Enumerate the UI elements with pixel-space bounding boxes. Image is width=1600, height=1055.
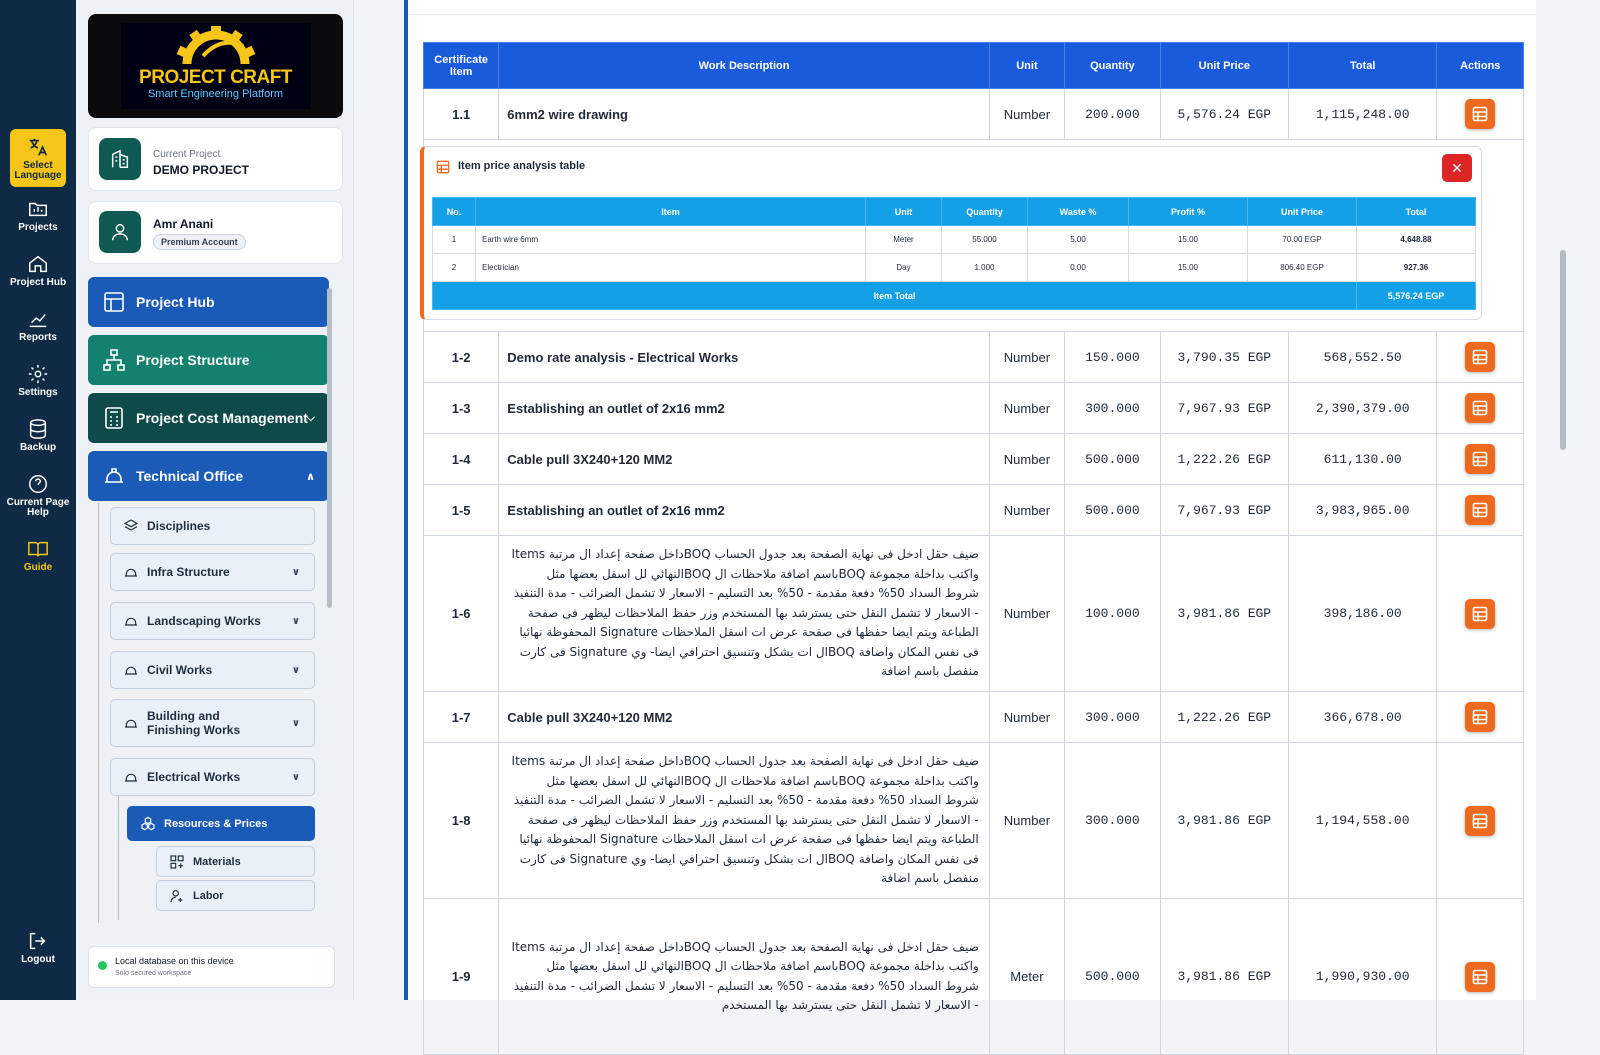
item-no: 1-2 xyxy=(424,332,499,383)
item-unit: Number xyxy=(989,89,1064,140)
rail-help-button[interactable] xyxy=(4,473,72,518)
an-total: 927.36 xyxy=(1357,254,1476,282)
panel-scrollbar[interactable] xyxy=(327,280,332,920)
an-col-total: Total xyxy=(1357,198,1476,226)
table-icon xyxy=(1472,813,1488,829)
cubes-icon xyxy=(140,816,156,832)
item-no: 1-8 xyxy=(424,743,499,899)
an-no: 1 xyxy=(433,226,476,254)
icon-rail xyxy=(0,0,76,1000)
chevron-down-icon: ∨ xyxy=(291,615,300,627)
grid-plus-icon xyxy=(169,854,185,870)
item-unit: Number xyxy=(989,536,1064,692)
an-quantity: 55.000 xyxy=(942,226,1028,254)
an-total-label: Item Total xyxy=(433,282,1357,310)
an-col-quantity: Quantity xyxy=(942,198,1028,226)
chevron-down-icon: ∨ xyxy=(291,771,300,783)
tree-civil-works[interactable] xyxy=(110,651,315,689)
database-icon xyxy=(27,418,49,440)
tree-landscaping-works[interactable] xyxy=(110,602,315,640)
item-total: 568,552.50 xyxy=(1288,332,1437,383)
item-actions xyxy=(1437,536,1524,692)
tree-label: Labor xyxy=(193,889,224,902)
an-col-profit: Profit % xyxy=(1129,198,1248,226)
item-actions xyxy=(1437,383,1524,434)
nav-label: Technical Office xyxy=(136,468,244,484)
db-title: Local database on this device xyxy=(115,956,234,966)
item-total: 366,678.00 xyxy=(1288,692,1437,743)
item-unit-price: 3,981.86 EGP xyxy=(1160,899,1288,1055)
db-subtitle: Solo secured workspace xyxy=(115,970,192,977)
gear-icon xyxy=(27,363,49,385)
item-total: 398,186.00 xyxy=(1288,536,1437,692)
table-icon xyxy=(436,160,450,174)
chart-icon xyxy=(27,308,49,330)
table-icon xyxy=(1472,606,1488,622)
boq-header-row xyxy=(424,43,1524,89)
table-row[interactable] xyxy=(424,899,1524,1055)
item-unit-price: 5,576.24 EGP xyxy=(1160,89,1288,140)
an-item: Electrician xyxy=(476,254,866,282)
nav-technical-office[interactable] xyxy=(88,451,329,501)
item-no: 1.1 xyxy=(424,89,499,140)
table-row[interactable] xyxy=(424,485,1524,536)
tree-building-finishing-works[interactable] xyxy=(110,699,315,747)
analysis-table xyxy=(432,197,1476,310)
item-unit-price: 3,981.86 EGP xyxy=(1160,536,1288,692)
tree-electrical-works[interactable] xyxy=(110,758,315,796)
rail-backup-button[interactable] xyxy=(4,418,72,453)
current-project-card[interactable] xyxy=(88,127,343,191)
item-quantity: 150.000 xyxy=(1065,332,1161,383)
an-unit-price: 70.00 EGP xyxy=(1248,226,1357,254)
rail-label: Guide xyxy=(23,562,53,573)
table-row[interactable] xyxy=(424,332,1524,383)
brand-title: PROJECT CRAFT xyxy=(139,67,292,88)
item-description: Demo rate analysis - Electrical Works xyxy=(499,332,989,383)
rail-label: Settings xyxy=(18,387,58,398)
user-name: Amr Anani xyxy=(153,217,214,231)
an-unit-price: 806.40 EGP xyxy=(1248,254,1357,282)
item-description: 6mm2 wire drawing xyxy=(499,89,989,140)
analysis-row xyxy=(433,226,1476,254)
rail-settings-button[interactable] xyxy=(4,363,72,398)
item-total: 1,990,930.00 xyxy=(1288,899,1437,1055)
helmet-icon xyxy=(123,769,139,785)
chevron-up-icon: ∧ xyxy=(306,470,315,483)
table-row[interactable] xyxy=(424,89,1524,140)
item-no: 1-7 xyxy=(424,692,499,743)
rail-label: Logout xyxy=(21,954,55,965)
chevron-down-icon: ∨ xyxy=(291,664,300,676)
price-analysis-panel xyxy=(420,146,1482,320)
item-total: 1,115,248.00 xyxy=(1288,89,1437,140)
chevron-down-icon: ∨ xyxy=(291,566,300,578)
account-badge: Premium Account xyxy=(153,234,246,250)
item-unit-price: 7,967.93 EGP xyxy=(1160,383,1288,434)
price-analysis-button[interactable] xyxy=(1465,599,1495,629)
tree-label: Disciplines xyxy=(147,519,211,533)
table-row[interactable] xyxy=(424,536,1524,692)
an-waste: 0.00 xyxy=(1028,254,1129,282)
table-icon xyxy=(1472,106,1488,122)
item-no: 1-5 xyxy=(424,485,499,536)
item-no: 1-4 xyxy=(424,434,499,485)
table-icon xyxy=(1472,502,1488,518)
item-quantity: 500.000 xyxy=(1065,485,1161,536)
an-total: 4,648.88 xyxy=(1357,226,1476,254)
col-total: Total xyxy=(1288,43,1437,89)
item-quantity: 500.000 xyxy=(1065,434,1161,485)
helmet-icon xyxy=(123,715,139,731)
tree-label: Building and Finishing Works xyxy=(147,709,241,737)
tree-materials[interactable] xyxy=(156,846,315,877)
price-analysis-button[interactable] xyxy=(1465,702,1495,732)
item-description: Establishing an outlet of 2x16 mm2 xyxy=(499,383,989,434)
item-no: 1-9 xyxy=(424,899,499,1055)
nav-label: Project Structure xyxy=(136,352,250,368)
item-total: 1,194,558.00 xyxy=(1288,743,1437,899)
helmet-icon xyxy=(123,564,139,580)
calculator-icon xyxy=(102,406,126,430)
col-certificate-item: Certificate Item xyxy=(424,43,499,89)
help-icon xyxy=(27,473,49,495)
logo-inner xyxy=(121,23,311,109)
building-icon xyxy=(99,138,141,180)
item-actions xyxy=(1437,434,1524,485)
tree-line xyxy=(98,503,99,923)
rail-label: Projects xyxy=(18,222,58,233)
price-analysis-button[interactable] xyxy=(1465,393,1495,423)
local-database-status xyxy=(88,946,335,988)
tree-label: Civil Works xyxy=(147,663,213,677)
item-unit: Number xyxy=(989,743,1064,899)
item-unit-price: 3,790.35 EGP xyxy=(1160,332,1288,383)
helmet-icon xyxy=(102,464,126,488)
price-analysis-button[interactable] xyxy=(1465,99,1495,129)
item-description: Cable pull 3X240+120 MM2 xyxy=(499,692,989,743)
an-waste: 5.00 xyxy=(1028,226,1129,254)
tree-infra-structure[interactable] xyxy=(110,553,315,591)
item-unit-price: 1,222.26 EGP xyxy=(1160,434,1288,485)
item-total: 2,390,379.00 xyxy=(1288,383,1437,434)
rail-reports-button[interactable] xyxy=(4,308,72,343)
item-no: 1-6 xyxy=(424,536,499,692)
item-unit-price: 3,981.86 EGP xyxy=(1160,743,1288,899)
project-name: DEMO PROJECT xyxy=(153,163,250,177)
an-quantity: 1.000 xyxy=(942,254,1028,282)
divider xyxy=(408,14,1536,15)
item-quantity: 300.000 xyxy=(1065,692,1161,743)
item-quantity: 300.000 xyxy=(1065,383,1161,434)
price-analysis-button[interactable] xyxy=(1465,342,1495,372)
price-analysis-button[interactable] xyxy=(1465,444,1495,474)
panel-scroll-thumb[interactable] xyxy=(327,288,332,608)
an-col-unit: Unit xyxy=(866,198,942,226)
an-unit: Day xyxy=(866,254,942,282)
price-analysis-button[interactable] xyxy=(1465,962,1495,992)
item-actions xyxy=(1437,332,1524,383)
book-icon xyxy=(27,538,49,560)
item-quantity: 300.000 xyxy=(1065,743,1161,899)
an-col-waste: Waste % xyxy=(1028,198,1129,226)
rail-project-hub-button[interactable] xyxy=(4,253,72,288)
nav-project-cost-management[interactable] xyxy=(88,393,329,443)
table-icon xyxy=(1472,969,1488,985)
table-row[interactable] xyxy=(424,743,1524,899)
table-row[interactable] xyxy=(424,383,1524,434)
analysis-header-row xyxy=(433,198,1476,226)
table-icon xyxy=(1472,349,1488,365)
item-description: ضيف حقل ادخل فى نهاية الصفحة بعد جدول الحساب BOQداخل صفحة إعداد ال مرتبة Items واكتب بداخلة مجموعة BOQباسم اضافة ملاحظات ال BOQالنهائي لل اسفل بعضها مثل شروط السداد 50% دفعة مقدمة - 50% بعد التسليم - الاسعار لا تشمل الضرائب - مدة التنفيذ - الاسعار لا تشمل النقل حتى يسترشد بها المستخدم xyxy=(499,899,989,1055)
rail-projects-button[interactable] xyxy=(4,198,72,233)
an-col-item: Item xyxy=(476,198,866,226)
helmet-icon xyxy=(123,662,139,678)
item-description: Establishing an outlet of 2x16 mm2 xyxy=(499,485,989,536)
item-quantity: 100.000 xyxy=(1065,536,1161,692)
tree-label: Resources & Prices xyxy=(164,817,268,830)
table-row[interactable] xyxy=(424,692,1524,743)
analysis-row xyxy=(433,254,1476,282)
user-gear-icon xyxy=(169,888,185,904)
close-icon: ✕ xyxy=(1451,160,1463,176)
item-actions xyxy=(1437,899,1524,1055)
nav-label: Project Hub xyxy=(136,294,215,310)
main-scrollbar[interactable] xyxy=(1560,250,1566,450)
an-col-unit-price: Unit Price xyxy=(1248,198,1357,226)
an-col-no: No. xyxy=(433,198,476,226)
side-panel xyxy=(76,0,354,1000)
status-dot xyxy=(98,961,107,970)
an-item: Earth wire 6mm xyxy=(476,226,866,254)
table-row[interactable] xyxy=(424,434,1524,485)
close-analysis-button[interactable] xyxy=(1442,154,1472,182)
item-quantity: 200.000 xyxy=(1065,89,1161,140)
item-unit: Number xyxy=(989,434,1064,485)
col-unit: Unit xyxy=(989,43,1064,89)
rail-label: Reports xyxy=(19,332,57,343)
analysis-total-row xyxy=(433,282,1476,310)
layers-icon xyxy=(123,518,139,534)
rail-label: Project Hub xyxy=(9,277,67,288)
item-unit: Number xyxy=(989,332,1064,383)
chevron-down-icon: ⌵ xyxy=(306,411,315,424)
item-unit-price: 1,222.26 EGP xyxy=(1160,692,1288,743)
col-quantity: Quantity xyxy=(1065,43,1161,89)
translate-icon xyxy=(27,136,49,158)
tree-label: Materials xyxy=(193,855,241,868)
an-no: 2 xyxy=(433,254,476,282)
tree-label: Landscaping Works xyxy=(147,614,261,628)
item-description: ضيف حقل ادخل فى نهاية الصفحة بعد جدول الحساب BOQداخل صفحة إعداد ال مرتبة Items واكتب بداخلة مجموعة BOQباسم اضافة ملاحظات ال BOQالنهائي لل اسفل بعضها مثل شروط السداد 50% دفعة مقدمة - 50% بعد التسليم - الاسعار لا تشمل الضرائب - مدة التنفيذ - الاسعار لا تشمل النقل حتى يسترشد بها المستخدم وزر حفظ الملاحظات ليظهر فى صفحة الطباعة ويتم ايضا حفظها فى صفحة عرض ات اسفل الملاحظات Signature المحفوظة نهائيا فى نفس المكان واضافة BOQال ات بشكل وتنسيق احترافي ايضا- وي Signature فى كارت منفصل باسم اضافة xyxy=(499,743,989,899)
an-unit: Meter xyxy=(866,226,942,254)
rail-label: Select Language xyxy=(14,159,62,181)
col-work-description: Work Description xyxy=(499,43,989,89)
nav-project-structure[interactable] xyxy=(88,335,329,385)
helmet-icon xyxy=(123,613,139,629)
select-language-button[interactable] xyxy=(10,129,66,187)
rail-logout-button[interactable] xyxy=(4,930,72,965)
item-unit: Number xyxy=(989,383,1064,434)
nav-label: Project Cost Management xyxy=(136,410,308,426)
layout-icon xyxy=(102,290,126,314)
item-quantity: 500.000 xyxy=(1065,899,1161,1055)
item-actions xyxy=(1437,485,1524,536)
an-profit: 15.00 xyxy=(1129,226,1248,254)
rail-label: Current Page Help xyxy=(6,497,70,518)
table-icon xyxy=(1472,709,1488,725)
user-card[interactable] xyxy=(88,201,343,264)
item-actions xyxy=(1437,692,1524,743)
rail-label: Backup xyxy=(19,442,57,453)
rail-guide-button[interactable] xyxy=(4,538,72,573)
tree-label: Infra Structure xyxy=(147,565,230,579)
item-no: 1-3 xyxy=(424,383,499,434)
brand-subtitle: Smart Engineering Platform xyxy=(147,88,284,100)
item-total: 611,130.00 xyxy=(1288,434,1437,485)
price-analysis-button[interactable] xyxy=(1465,806,1495,836)
tree-line xyxy=(118,790,119,920)
brand-logo xyxy=(88,14,343,118)
nav-project-hub[interactable] xyxy=(88,277,329,327)
an-profit: 15.00 xyxy=(1129,254,1248,282)
item-actions xyxy=(1437,743,1524,899)
item-unit-price: 7,967.93 EGP xyxy=(1160,485,1288,536)
tree-label: Electrical Works xyxy=(147,770,241,784)
table-icon xyxy=(1472,400,1488,416)
tree-resources-prices[interactable] xyxy=(127,806,315,841)
tree-disciplines[interactable] xyxy=(110,507,315,545)
item-total: 3,983,965.00 xyxy=(1288,485,1437,536)
item-unit: Number xyxy=(989,485,1064,536)
gear-logo-icon xyxy=(173,26,259,66)
item-unit: Number xyxy=(989,692,1064,743)
col-actions: Actions xyxy=(1437,43,1524,89)
table-icon xyxy=(1472,451,1488,467)
home-icon xyxy=(27,253,49,275)
project-label: Current Project xyxy=(153,149,221,160)
price-analysis-button[interactable] xyxy=(1465,495,1495,525)
hierarchy-icon xyxy=(102,348,126,372)
col-unit-price: Unit Price xyxy=(1160,43,1288,89)
an-total-value: 5,576.24 EGP xyxy=(1357,282,1476,310)
item-description: Cable pull 3X240+120 MM2 xyxy=(499,434,989,485)
logout-icon xyxy=(27,930,49,952)
user-icon xyxy=(99,211,141,253)
item-unit: Meter xyxy=(989,899,1064,1055)
item-actions xyxy=(1437,89,1524,140)
folder-icon xyxy=(27,198,49,220)
item-description: ضيف حقل ادخل فى نهاية الصفحة بعد جدول الحساب BOQداخل صفحة إعداد ال مرتبة Items واكتب بداخلة مجموعة BOQباسم اضافة ملاحظات ال BOQالنهائي لل اسفل بعضها مثل شروط السداد 50% دفعة مقدمة - 50% بعد التسليم - الاسعار لا تشمل الضرائب - مدة التنفيذ - الاسعار لا تشمل النقل حتى يسترشد بها المستخدم وزر حفظ الملاحظات ليظهر فى صفحة الطباعة ويتم ايضا حفظها فى صفحة عرض ات اسفل الملاحظات Signature المحفوظة نهائيا فى نفس المكان واضافة BOQال ات بشكل وتنسيق احترافي ايضا- وي Signature فى كارت منفصل باسم اضافة xyxy=(499,536,989,692)
analysis-title: Item price analysis table xyxy=(458,160,586,172)
chevron-down-icon: ∨ xyxy=(291,717,300,729)
tree-labor[interactable] xyxy=(156,880,315,911)
